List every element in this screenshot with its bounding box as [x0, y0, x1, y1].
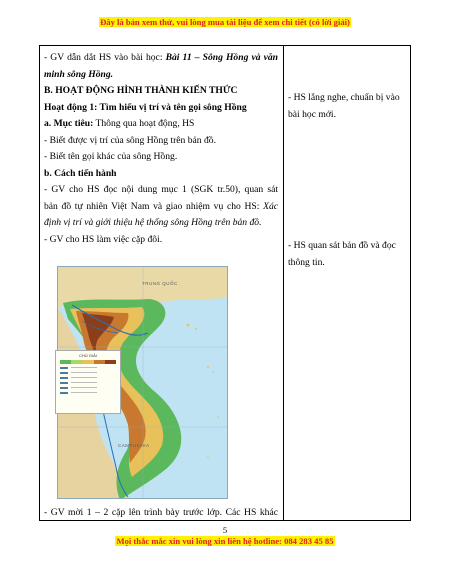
activity-1-heading: Hoạt động 1: Tìm hiểu vị trí và tên gọi sông Hồng	[44, 101, 247, 113]
island	[217, 416, 219, 418]
page-number: 5	[222, 525, 228, 535]
teacher-activity-column	[44, 50, 278, 248]
legend-row	[60, 371, 116, 374]
column-divider	[283, 46, 284, 520]
preview-banner-text: Đây là bản xem thử, vui lòng mua tài liệu để xem chi tiết (có lời giải)	[100, 17, 350, 27]
objective-label: a. Mục tiêu:	[44, 118, 94, 129]
objective-text: Thông qua hoạt động, HS	[93, 118, 195, 129]
pair-work-line: - GV cho HS làm việc cặp đôi.	[44, 233, 163, 245]
objective-bullet-2: - Biết tên gọi khác của sông Hồng.	[44, 151, 178, 162]
task-line-2	[44, 199, 278, 216]
objective-line	[44, 116, 278, 133]
hotline-text: Mọi thắc mắc xin vui lòng xin liên hệ hotline: 084 283 45 85	[116, 536, 334, 546]
task-line-3: định vị trí và giới thiệu hệ thống sông Hồng trên bản đồ.	[44, 217, 262, 228]
hotline-banner	[0, 536, 450, 546]
task-line-2-text: bản đồ tự nhiên Việt Nam và giao nhiệm vụ cho HS:	[44, 200, 264, 212]
map-legend	[55, 350, 121, 414]
listen-line-2: bài học mới.	[288, 108, 336, 120]
legend-title: CHÚ GIẢI	[79, 353, 97, 358]
intro-prefix: - GV dẫn dắt HS vào bài học:	[44, 52, 166, 63]
legend-row	[60, 376, 116, 379]
presentation-line-wrap	[44, 505, 278, 522]
section-b-heading: B. HOẠT ĐỘNG HÌNH THÀNH KIẾN THỨC	[44, 85, 238, 96]
method-heading: b. Cách tiến hành	[44, 167, 117, 179]
map-label-cambodia: CAMPUCHIA	[118, 443, 150, 448]
legend-row	[60, 386, 116, 389]
island	[195, 328, 197, 330]
island	[212, 371, 214, 373]
presentation-line: - GV mời 1 – 2 cặp lên trình bày trước lớp. Các HS khác	[44, 507, 278, 518]
legend-elevation-bar	[60, 360, 116, 364]
island	[207, 456, 209, 458]
objective-bullet-1: - Biết được vị trí của sông Hồng trên bản đồ.	[44, 134, 216, 146]
legend-row	[60, 391, 116, 394]
lesson-title-part-2: minh sông Hồng.	[44, 68, 114, 80]
legend-row	[60, 366, 116, 369]
island	[207, 366, 209, 368]
lesson-title-part-1: Bài 11 – Sông Hồng và văn	[165, 52, 279, 63]
student-response-2	[288, 238, 406, 271]
legend-row	[60, 381, 116, 384]
student-response-1	[288, 90, 406, 123]
task-line-1: - GV cho HS đọc nội dung mục 1 (SGK tr.50), quan sát	[44, 184, 278, 195]
intro-line-1	[44, 50, 278, 67]
observe-line-2: thông tin.	[288, 256, 325, 268]
observe-line-1: - HS quan sát bản đồ và đọc	[288, 240, 396, 251]
island	[187, 324, 190, 327]
preview-banner	[0, 17, 450, 27]
task-line-2-italic: Xác	[263, 200, 278, 212]
listen-line-1: - HS lắng nghe, chuẩn bị vào	[288, 92, 400, 103]
map-label-china: TRUNG QUỐC	[142, 281, 178, 286]
